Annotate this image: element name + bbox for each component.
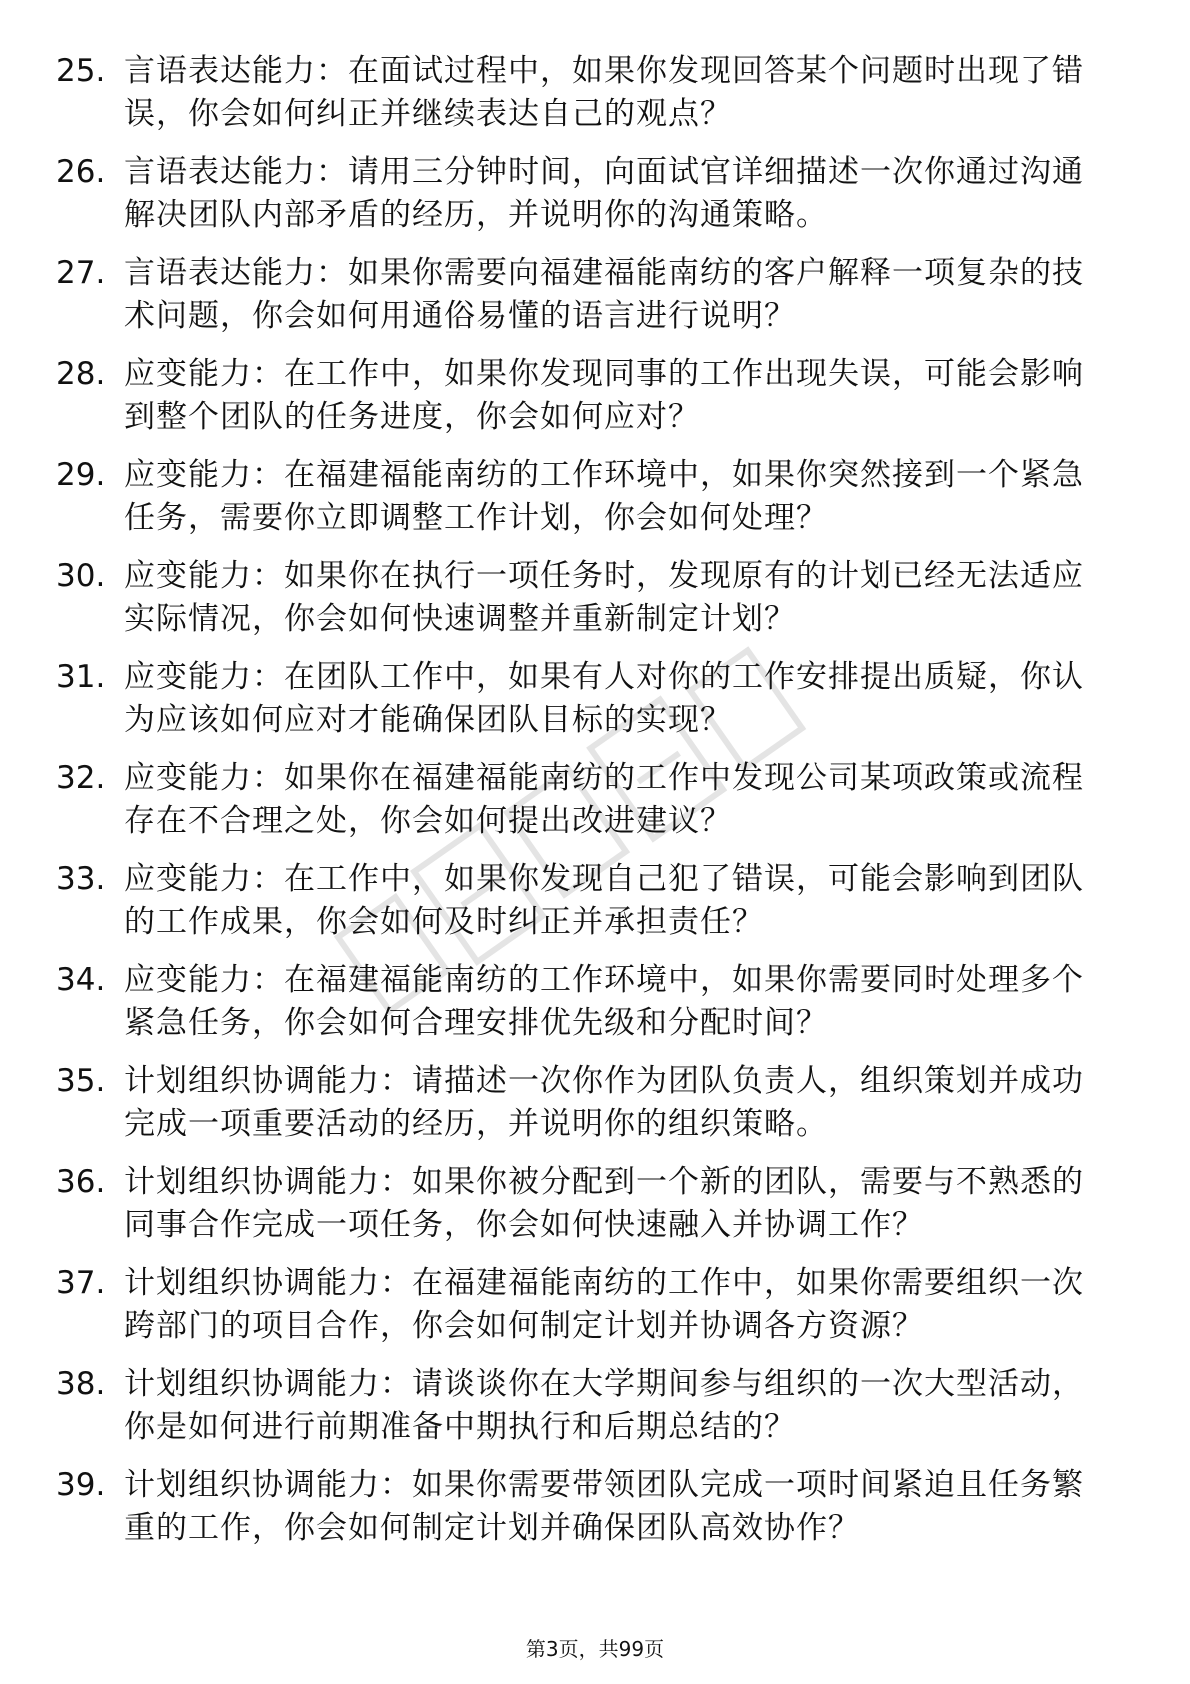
question-text: 应变能力：在工作中，如果你发现同事的工作出现失误，可能会影响到整个团队的任务进度，你会如何应对？ [124, 356, 1084, 435]
question-item [56, 1060, 1106, 1146]
question-text: 言语表达能力：如果你需要向福建福能南纺的客户解释一项复杂的技术问题，你会如何用通俗易懂的语言进行说明？ [124, 255, 1084, 334]
question-text: 计划组织协调能力：在福建福能南纺的工作中，如果你需要组织一次跨部门的项目合作，你会如何制定计划并协调各方资源？ [124, 1265, 1084, 1344]
question-text: 应变能力：如果你在执行一项任务时，发现原有的计划已经无法适应实际情况，你会如何快速调整并重新制定计划？ [124, 558, 1084, 637]
question-number: 30. [56, 558, 106, 594]
question-text: 计划组织协调能力：如果你需要带领团队完成一项时间紧迫且任务繁重的工作，你会如何制定计划并确保团队高效协作？ [124, 1467, 1084, 1546]
question-item [56, 454, 1106, 540]
question-item [56, 50, 1106, 136]
question-text: 应变能力：在福建福能南纺的工作环境中，如果你突然接到一个紧急任务，需要你立即调整工作计划，你会如何处理？ [124, 457, 1084, 536]
question-list [56, 50, 1106, 1565]
question-text: 应变能力：如果你在福建福能南纺的工作中发现公司某项政策或流程存在不合理之处，你会如何提出改进建议？ [124, 760, 1084, 839]
question-text: 计划组织协调能力：请描述一次你作为团队负责人，组织策划并成功完成一项重要活动的经历，并说明你的组织策略。 [124, 1063, 1084, 1142]
question-item [56, 353, 1106, 439]
question-number: 38. [56, 1366, 106, 1402]
question-number: 36. [56, 1164, 106, 1200]
question-item [56, 151, 1106, 237]
question-item [56, 1262, 1106, 1348]
page-footer: 第3页，共99页 [525, 1637, 665, 1661]
question-number: 37. [56, 1265, 106, 1301]
question-item [56, 252, 1106, 338]
question-number: 25. [56, 53, 106, 89]
question-text: 言语表达能力：在面试过程中，如果你发现回答某个问题时出现了错误，你会如何纠正并继续表达自己的观点？ [124, 53, 1084, 132]
question-number: 39. [56, 1467, 106, 1503]
question-number: 35. [56, 1063, 106, 1099]
question-item [56, 1464, 1106, 1550]
question-number: 27. [56, 255, 106, 291]
question-number: 34. [56, 962, 106, 998]
question-text: 应变能力：在工作中，如果你发现自己犯了错误，可能会影响到团队的工作成果，你会如何及时纠正并承担责任？ [124, 861, 1084, 940]
question-text: 应变能力：在团队工作中，如果有人对你的工作安排提出质疑，你认为应该如何应对才能确保团队目标的实现？ [124, 659, 1084, 738]
question-item [56, 959, 1106, 1045]
question-number: 28. [56, 356, 106, 392]
question-text: 应变能力：在福建福能南纺的工作环境中，如果你需要同时处理多个紧急任务，你会如何合理安排优先级和分配时间？ [124, 962, 1084, 1041]
question-number: 31. [56, 659, 106, 695]
question-text: 言语表达能力：请用三分钟时间，向面试官详细描述一次你通过沟通解决团队内部矛盾的经历，并说明你的沟通策略。 [124, 154, 1084, 233]
question-number: 29. [56, 457, 106, 493]
question-item [56, 1161, 1106, 1247]
question-item [56, 858, 1106, 944]
question-number: 32. [56, 760, 106, 796]
question-text: 计划组织协调能力：如果你被分配到一个新的团队，需要与不熟悉的同事合作完成一项任务，你会如何快速融入并协调工作？ [124, 1164, 1084, 1243]
question-item [56, 757, 1106, 843]
question-item [56, 656, 1106, 742]
question-item [56, 1363, 1106, 1449]
question-text: 计划组织协调能力：请谈谈你在大学期间参与组织的一次大型活动，你是如何进行前期准备中期执行和后期总结的？ [124, 1366, 1084, 1445]
question-number: 26. [56, 154, 106, 190]
question-number: 33. [56, 861, 106, 897]
question-item [56, 555, 1106, 641]
